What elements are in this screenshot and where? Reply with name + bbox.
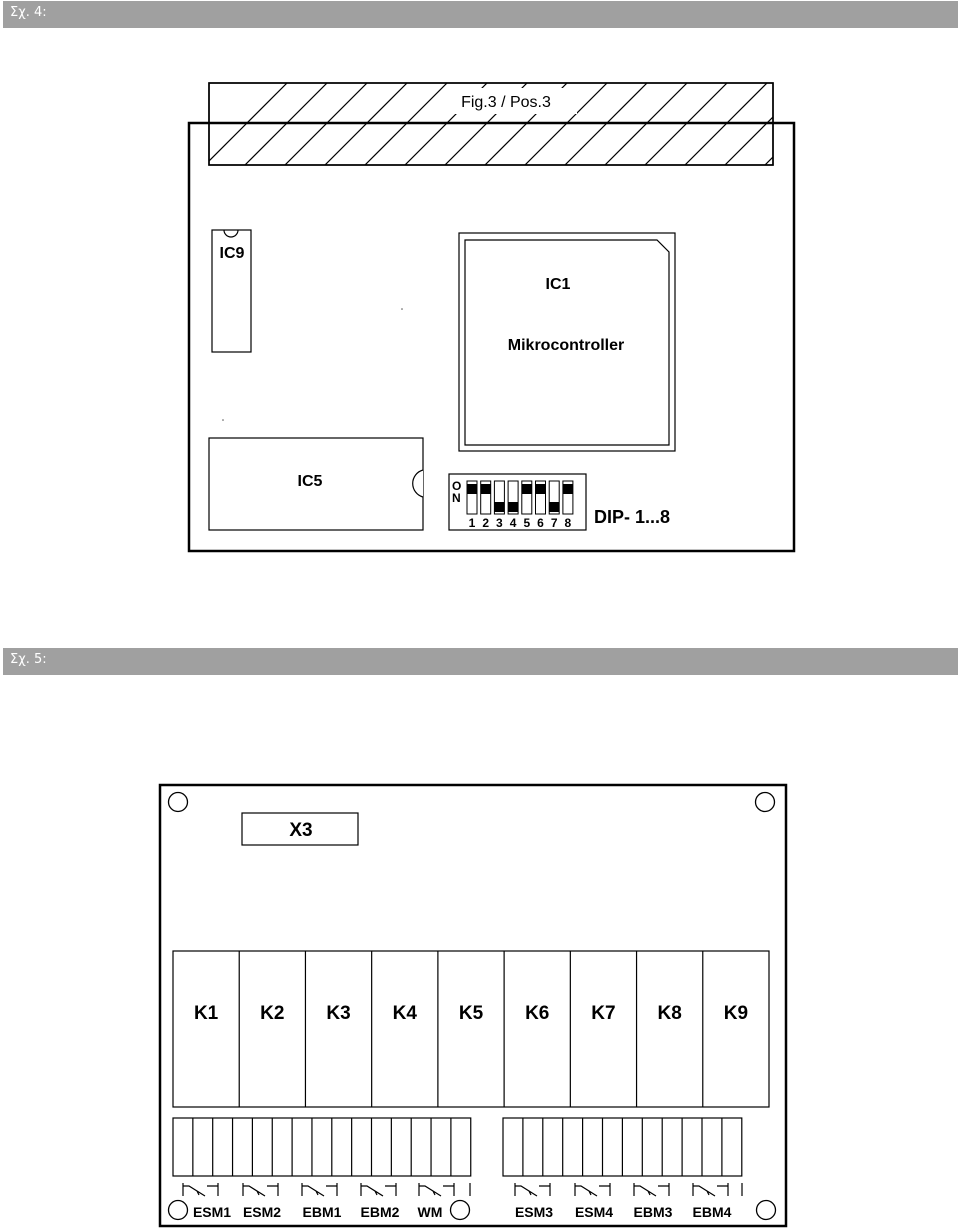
dip-number-1: 1 — [468, 516, 476, 530]
relay-label-k7: K7 — [591, 1003, 616, 1024]
terminal-strip — [173, 1118, 471, 1176]
terminal-label-ebm1: EBM1 — [302, 1204, 342, 1220]
terminal-label-esm1: ESM1 — [192, 1204, 232, 1220]
switch-symbol — [693, 1183, 728, 1196]
terminal-label-esm3: ESM3 — [514, 1204, 554, 1220]
dip-switch — [449, 474, 586, 530]
dip-on-letter-o: O — [452, 479, 462, 493]
switch-symbols — [183, 1183, 742, 1196]
x3-connector — [242, 813, 358, 845]
dip-lever-5 — [522, 484, 532, 494]
ic9-label: IC9 — [219, 245, 245, 262]
relay-label-k4: K4 — [392, 1003, 417, 1024]
switch-symbol — [515, 1183, 550, 1196]
relay-label-k8: K8 — [657, 1003, 682, 1024]
connector-label: Fig.3 / Pos.3 — [461, 94, 551, 111]
dip-number-6: 6 — [537, 516, 544, 530]
terminal-strips — [173, 1118, 742, 1176]
terminal-label-esm4: ESM4 — [574, 1204, 614, 1220]
mounting-hole — [756, 793, 775, 812]
terminal-label-ebm4: EBM4 — [692, 1204, 732, 1220]
ic1-chip — [459, 233, 675, 451]
switch-symbol — [419, 1183, 454, 1196]
figure-4-caption: Σχ. 4: — [10, 5, 47, 20]
ic5-chip — [209, 438, 423, 530]
terminal-label-esm2: ESM2 — [242, 1204, 282, 1220]
terminal-label-ebm2: EBM2 — [360, 1204, 400, 1220]
figure-4-diagram — [0, 0, 960, 600]
mounting-hole — [169, 793, 188, 812]
dip-label: DIP- 1...8 — [594, 507, 671, 527]
ic1-label: IC1 — [545, 276, 571, 293]
relay-label-k9: K9 — [723, 1003, 749, 1024]
dip-lever-2 — [481, 484, 491, 494]
relay-label-k3: K3 — [326, 1003, 351, 1024]
dip-lever-7 — [549, 502, 559, 512]
mounting-hole — [169, 1201, 188, 1220]
figure-5-caption: Σχ. 5: — [10, 652, 47, 667]
dip-number-8: 8 — [564, 516, 572, 530]
ic1-description: Mikrocontroller — [507, 337, 625, 354]
dip-on-letter-n: N — [452, 491, 461, 505]
dip-number-2: 2 — [482, 516, 490, 530]
dip-number-4: 4 — [509, 516, 517, 530]
dip-lever-4 — [508, 502, 518, 512]
terminal-label-wm: WM — [417, 1204, 443, 1220]
mounting-hole — [757, 1201, 776, 1220]
switch-symbol — [302, 1183, 337, 1196]
ic5-label: IC5 — [297, 473, 323, 490]
dip-lever-8 — [563, 484, 573, 494]
switch-symbol — [634, 1183, 669, 1196]
dip-lever-6 — [536, 484, 546, 494]
x3-label: X3 — [289, 820, 313, 841]
mounting-hole — [451, 1201, 470, 1220]
relay-label-k6: K6 — [525, 1003, 550, 1024]
dip-lever-3 — [494, 502, 504, 512]
switch-symbol — [575, 1183, 610, 1196]
switch-symbol — [183, 1183, 218, 1196]
dip-number-7: 7 — [550, 516, 558, 530]
relay-block — [173, 951, 769, 1107]
relay-label-k5: K5 — [458, 1003, 484, 1024]
switch-symbol — [361, 1183, 396, 1196]
relay-label-k1: K1 — [193, 1003, 219, 1024]
dip-number-5: 5 — [523, 516, 531, 530]
figure-5-diagram — [0, 671, 960, 1231]
ic9-chip — [212, 230, 251, 352]
switch-symbol — [243, 1183, 278, 1196]
relay-label-k2: K2 — [260, 1003, 285, 1024]
dip-lever-1 — [467, 484, 477, 494]
dip-number-3: 3 — [496, 516, 503, 530]
terminal-label-ebm3: EBM3 — [633, 1204, 673, 1220]
